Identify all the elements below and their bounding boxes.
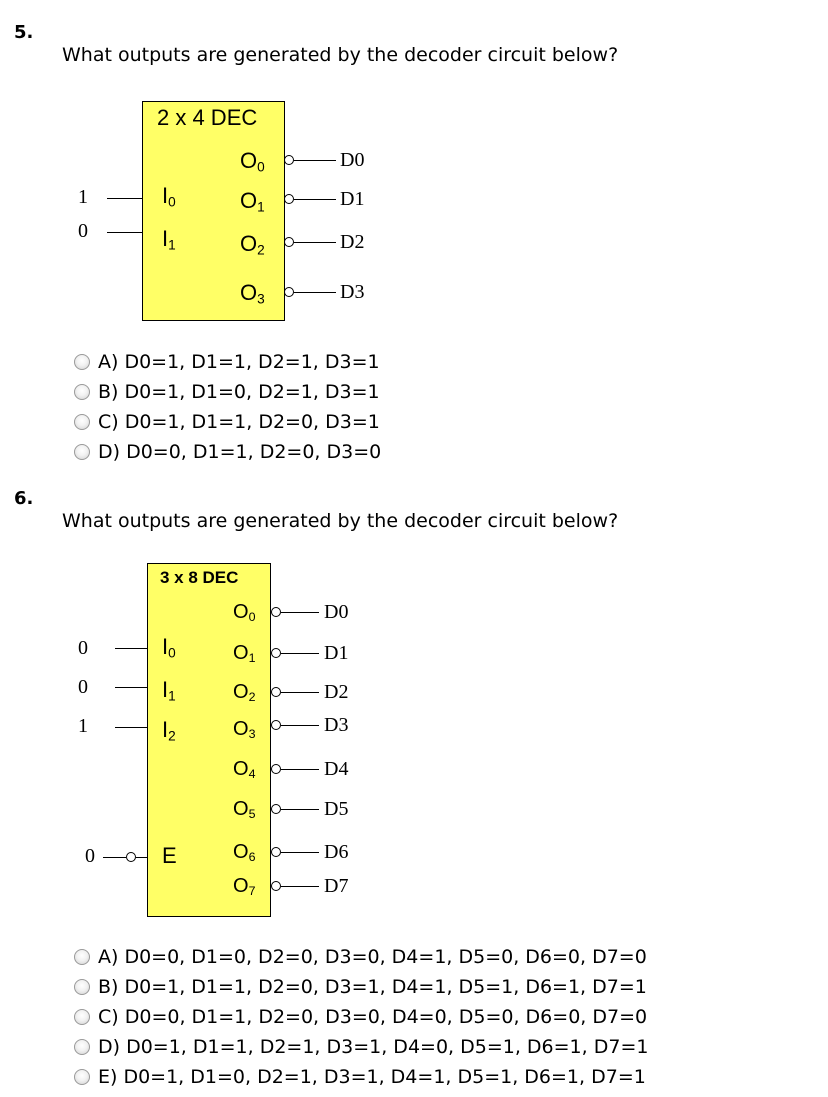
output-wire-d4 (281, 769, 319, 770)
option-c[interactable]: C) D0=1, D1=1, D2=0, D3=1 (74, 409, 380, 435)
output-pin-o3: $O_3$ (233, 718, 256, 742)
question-prompt: What outputs are generated by the decoder circuit below? (62, 44, 619, 66)
radio-button[interactable] (74, 979, 90, 995)
radio-button[interactable] (74, 1039, 90, 1055)
output-wire-d3 (281, 725, 319, 726)
inversion-bubble (284, 287, 294, 297)
input-wire-i1 (115, 687, 147, 688)
inversion-bubble (284, 155, 294, 165)
output-pin-o0: $O_0$ (240, 148, 265, 175)
output-pin-o2: $O_2$ (240, 231, 265, 258)
enable-value: 0 (85, 845, 95, 867)
output-wire-d3 (294, 292, 336, 293)
output-pin-o1: $O_1$ (233, 642, 256, 666)
output-pin-o2: $O_2$ (233, 681, 256, 705)
input-wire-i2 (115, 727, 147, 728)
input-pin-i1: $I_1$ (162, 226, 176, 253)
radio-button[interactable] (74, 384, 90, 400)
inversion-bubble (284, 237, 294, 247)
input-value-i1: 0 (78, 220, 88, 242)
question-number: 5. (14, 22, 34, 43)
option-a[interactable]: A) D0=1, D1=1, D2=1, D3=1 (74, 349, 380, 375)
output-label-d2: D2 (340, 231, 365, 253)
output-label-d7: D7 (324, 875, 349, 897)
output-label-d6: D6 (324, 841, 349, 863)
output-wire-d7 (281, 886, 319, 887)
input-value-i0: 1 (78, 186, 88, 208)
option-c[interactable]: C) D0=0, D1=1, D2=0, D3=0, D4=0, D5=0, D6=0, D7=0 (74, 1004, 647, 1030)
input-pin-i2: $I_2$ (162, 717, 176, 744)
input-wire-i0 (107, 198, 142, 199)
input-pin-i0: $I_0$ (162, 634, 176, 661)
enable-pin: E (162, 843, 177, 868)
output-label-d5: D5 (324, 798, 349, 820)
output-pin-o6: $O_6$ (233, 841, 256, 865)
input-value-i1: 0 (78, 676, 88, 698)
option-b[interactable]: B) D0=1, D1=0, D2=1, D3=1 (74, 379, 380, 405)
output-label-d3: D3 (324, 714, 349, 736)
question-number: 6. (14, 488, 34, 509)
output-label-d1: D1 (324, 642, 349, 664)
output-wire-d0 (281, 612, 319, 613)
inversion-bubble (126, 852, 136, 862)
radio-button[interactable] (74, 444, 90, 460)
inversion-bubble (271, 687, 281, 697)
output-pin-o7: $O_7$ (233, 875, 256, 899)
inversion-bubble (271, 847, 281, 857)
input-wire-i1 (107, 232, 142, 233)
output-wire-d1 (281, 653, 319, 654)
output-wire-d2 (281, 692, 319, 693)
option-d[interactable]: D) D0=1, D1=1, D2=1, D3=1, D4=0, D5=1, D6=1, D7=1 (74, 1034, 648, 1060)
inversion-bubble (271, 720, 281, 730)
inversion-bubble (271, 804, 281, 814)
input-wire-i0 (115, 648, 147, 649)
inversion-bubble (271, 881, 281, 891)
option-d[interactable]: D) D0=0, D1=1, D2=0, D3=0 (74, 439, 381, 465)
output-label-d2: D2 (324, 681, 349, 703)
question-prompt: What outputs are generated by the decoder circuit below? (62, 510, 619, 532)
inversion-bubble (271, 607, 281, 617)
output-label-d0: D0 (324, 601, 349, 623)
option-b[interactable]: B) D0=1, D1=1, D2=0, D3=1, D4=1, D5=1, D6=1, D7=1 (74, 974, 647, 1000)
output-pin-o4: $O_4$ (233, 758, 256, 782)
enable-wire (136, 857, 147, 858)
output-label-d0: D0 (340, 149, 365, 171)
option-e[interactable]: E) D0=1, D1=0, D2=1, D3=1, D4=1, D5=1, D6=1, D7=1 (74, 1064, 646, 1090)
output-wire-d1 (294, 199, 336, 200)
output-pin-o1: $O_1$ (240, 188, 265, 215)
input-pin-i0: $I_0$ (162, 183, 176, 210)
inversion-bubble (271, 764, 281, 774)
input-pin-i1: $I_1$ (162, 677, 176, 704)
radio-button[interactable] (74, 414, 90, 430)
output-pin-o0: $O_0$ (233, 601, 256, 625)
output-wire-d0 (294, 160, 336, 161)
enable-wire (103, 857, 126, 858)
output-wire-d2 (294, 242, 336, 243)
option-a[interactable]: A) D0=0, D1=0, D2=0, D3=0, D4=1, D5=0, D6=0, D7=0 (74, 944, 647, 970)
input-value-i2: 1 (78, 715, 88, 737)
inversion-bubble (284, 194, 294, 204)
output-label-d1: D1 (340, 188, 365, 210)
decoder-title: 3 x 8 DEC (160, 568, 239, 587)
radio-button[interactable] (74, 354, 90, 370)
output-pin-o3: $O_3$ (240, 280, 265, 307)
radio-button[interactable] (74, 949, 90, 965)
output-label-d3: D3 (340, 281, 365, 303)
decoder-title: 2 x 4 DEC (157, 105, 258, 130)
input-value-i0: 0 (78, 637, 88, 659)
output-wire-d6 (281, 852, 319, 853)
inversion-bubble (271, 648, 281, 658)
output-pin-o5: $O_5$ (233, 798, 256, 822)
radio-button[interactable] (74, 1009, 90, 1025)
output-wire-d5 (281, 809, 319, 810)
output-label-d4: D4 (324, 758, 349, 780)
radio-button[interactable] (74, 1069, 90, 1085)
